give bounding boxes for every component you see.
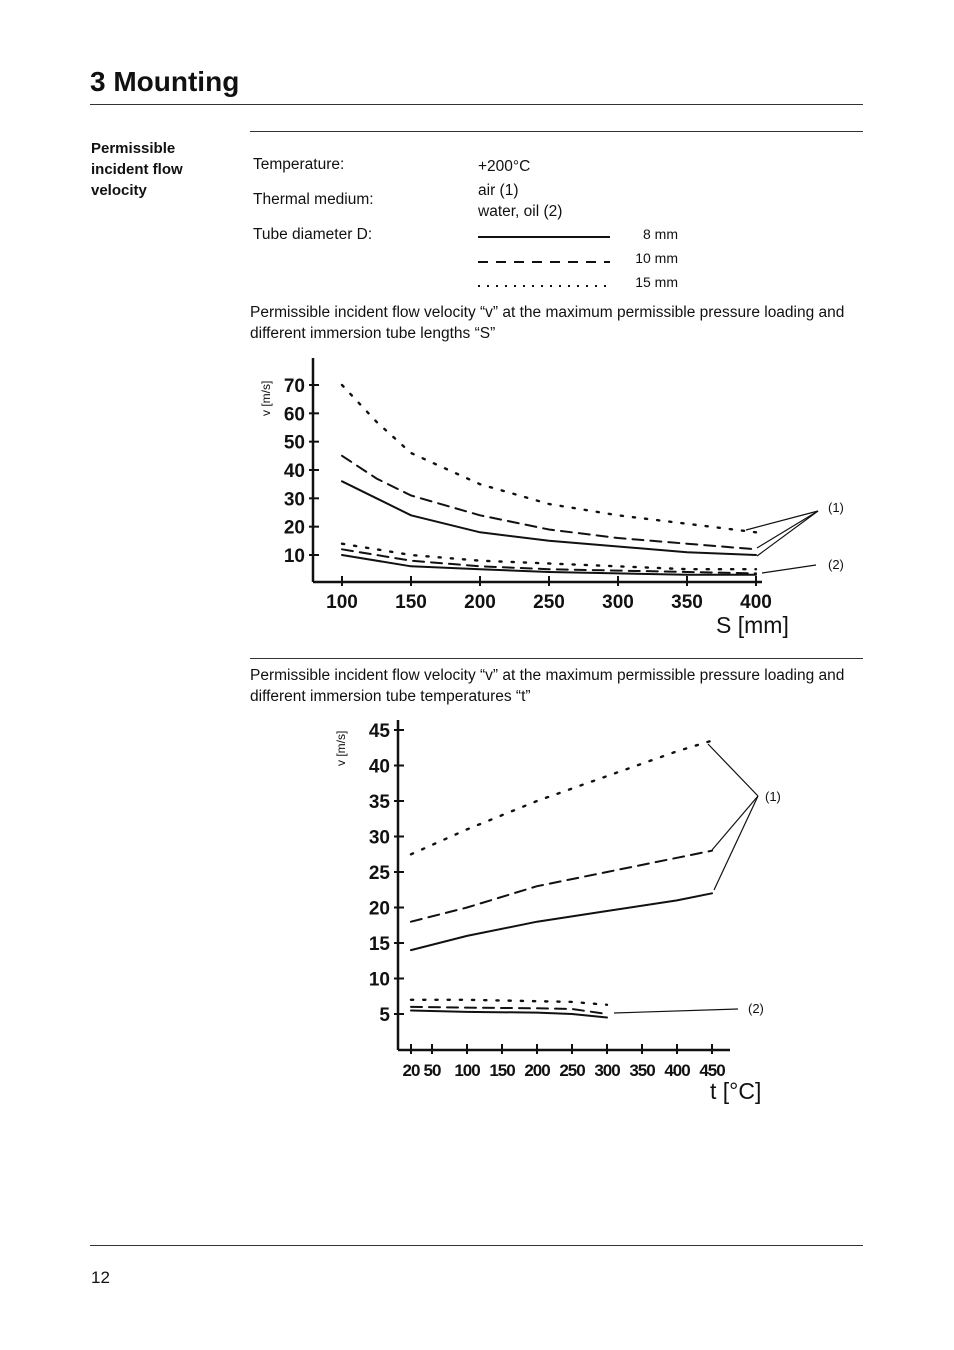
- chart1-x-tick-label: 350: [671, 592, 703, 613]
- param-label-diameter: Tube diameter D:: [253, 226, 373, 243]
- chart1-x-tick-label: 200: [464, 592, 496, 613]
- chart1-y-tick-label: 40: [283, 461, 305, 482]
- chart1-x-tick-label: 400: [740, 592, 772, 613]
- chart2-x-tick-label: 100: [454, 1061, 480, 1080]
- chart2-x-tick-label: 150: [489, 1061, 515, 1080]
- chart2-leader-2: [614, 1009, 738, 1013]
- chart1-y-tick-label: 50: [283, 432, 305, 454]
- chart1-x-tick-label: 250: [533, 592, 565, 613]
- chart1-y-tick-label: 10: [283, 546, 305, 567]
- legend-15mm-label: 15 mm: [635, 274, 678, 290]
- chart2-series-dotted-air: [411, 741, 712, 855]
- chart2-y-tick-label: 10: [368, 969, 390, 991]
- chart1-y-axis-label: v [m/s]: [259, 380, 273, 416]
- chart2-x-tick-label: 200: [524, 1061, 550, 1080]
- chart2-x-axis-label: t [°C]: [710, 1078, 762, 1104]
- chart2-x-tick-label: 350: [629, 1061, 655, 1080]
- chart1-x-tick-label: 150: [395, 592, 427, 613]
- section-heading: Permissible incident flow velocity: [91, 140, 183, 199]
- chart2-series-solid-air: [411, 893, 712, 950]
- chart2-annotation-group1: (1): [765, 789, 781, 804]
- chart1-y-tick-label: 60: [283, 404, 305, 426]
- legend-8mm-label: 8 mm: [643, 226, 678, 242]
- chart1-x-axis-label: S [mm]: [716, 612, 789, 638]
- chart2-leader-1b: [712, 796, 758, 850]
- chart1-y-tick-label: 30: [283, 489, 305, 511]
- param-label-medium: Thermal medium:: [253, 191, 374, 208]
- chart1-x-tick-label: 100: [326, 592, 358, 613]
- chart2-series-solid-water: [411, 1011, 607, 1018]
- param-value-medium-air: air (1): [478, 182, 519, 199]
- chart2-x-tick-label: 400: [664, 1061, 690, 1080]
- chart2-y-tick-label: 5: [379, 1005, 390, 1026]
- chart2-x-tick-label: 450: [699, 1061, 725, 1080]
- chart2-y-tick-label: 15: [368, 934, 390, 955]
- chapter-title: 3 Mounting: [90, 66, 240, 97]
- chart2-caption: Permissible incident flow velocity “v” at the maximum permissible pressure loading and different immersion tube temperatures “t”: [250, 667, 845, 705]
- chart1-annotation-group2: (2): [828, 557, 844, 572]
- chart2-x-tick-label: 20: [402, 1061, 420, 1080]
- page-number: 12: [91, 1268, 110, 1287]
- chart2-series-dashed-air: [411, 851, 712, 922]
- chart2-series-dotted-water: [411, 1000, 607, 1005]
- chart1-annotation-group1: (1): [828, 500, 844, 515]
- chart1-y-tick-label: 20: [283, 517, 305, 539]
- chart2-y-tick-label: 35: [368, 792, 390, 813]
- chart1-y-tick-label: 70: [283, 376, 305, 397]
- chart2-x-tick-label: 50: [423, 1061, 441, 1080]
- footer-divider: [90, 1245, 863, 1246]
- param-value-medium-water: water, oil (2): [478, 203, 563, 220]
- chart2-y-tick-label: 30: [368, 827, 390, 849]
- chart2-y-tick-label: 40: [368, 756, 390, 778]
- param-label-temperature: Temperature:: [253, 156, 345, 173]
- chart2-x-tick-label: 250: [559, 1061, 585, 1080]
- chart2-leader-1c: [714, 796, 758, 890]
- chart2-y-tick-label: 45: [368, 721, 390, 742]
- chart2-y-tick-label: 25: [368, 863, 390, 884]
- chart2-y-tick-label: 20: [368, 898, 390, 920]
- chart2-x-tick-label: 300: [594, 1061, 620, 1080]
- legend-10mm-label: 10 mm: [635, 250, 678, 266]
- param-value-temperature: +200°C: [478, 158, 531, 175]
- chart2-leader-1a: [708, 744, 758, 796]
- chart1-x-tick-label: 300: [602, 592, 634, 613]
- chart2-annotation-group2: (2): [748, 1001, 764, 1016]
- chart2-y-axis-label: v [m/s]: [334, 730, 348, 766]
- chart1-caption: Permissible incident flow velocity “v” at the maximum permissible pressure loading and different immersion tube lengths “S”: [250, 304, 845, 342]
